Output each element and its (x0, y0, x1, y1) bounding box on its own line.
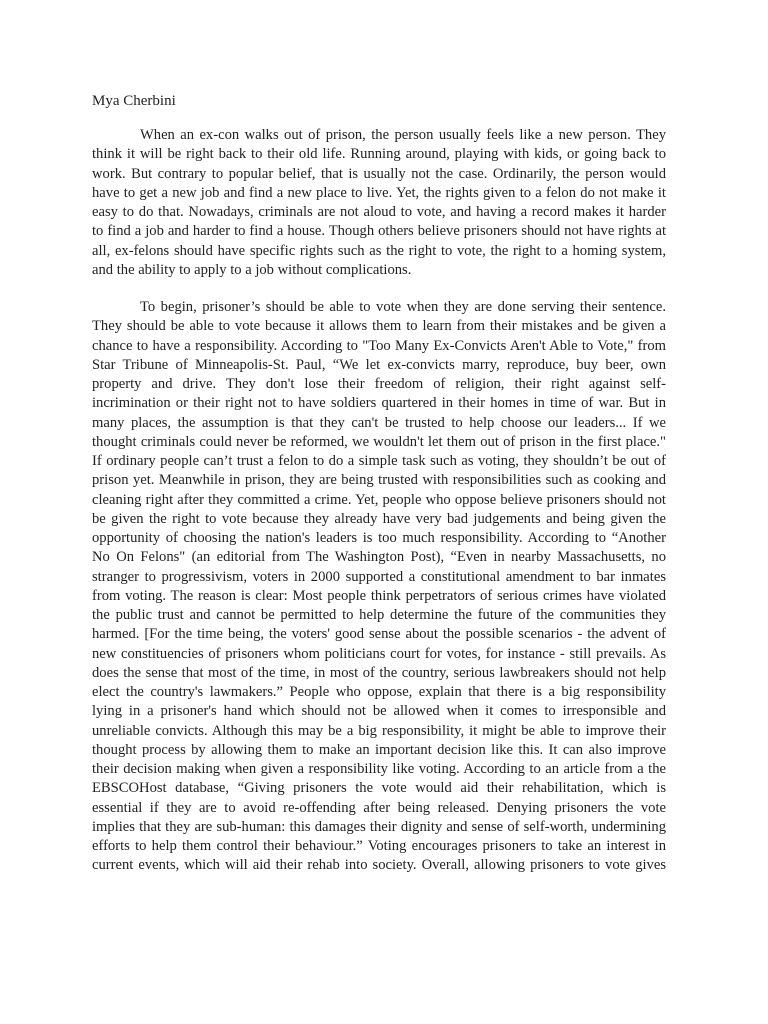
text-line: implies that they are sub-human: this damages their dignity and sense of self-worth, undermining (92, 818, 666, 835)
text-line: They should be able to vote because it allows them to learn from their mistakes and be given a (92, 318, 666, 335)
intro-paragraph (92, 126, 676, 280)
text-line: property and drive. They don't lose their freedom of religion, their right against self- (92, 376, 666, 393)
text-line: To begin, prisoner’s should be able to vote when they are done serving their sentence. (140, 299, 666, 316)
author-name: Mya Cherbini (92, 93, 176, 109)
body-paragraph (92, 298, 676, 876)
text-line: No On Felons" (an editorial from The Washington Post), “Even in nearby Massachusetts, no (92, 549, 666, 566)
text-line: their decision making when given a responsibility like voting. According to an article from a the (92, 761, 666, 778)
text-line: incrimination or their right not to have soldiers quartered in their homes in time of war. But in (92, 395, 666, 412)
text-line: work. But contrary to popular belief, that is usually not the case. Ordinarily, the person would (92, 165, 666, 182)
text-line: chance to have a responsibility. According to "Too Many Ex-Convicts Aren't Able to Vote," from (92, 337, 666, 354)
text-line: EBSCOHost database, “Giving prisoners the vote would aid their rehabilitation, which is (92, 780, 666, 797)
text-line: thought criminals could never be reformed, we wouldn't let them out of prison in the first place." (92, 433, 666, 450)
text-line: have to get a new job and find a new place to live. Yet, the rights given to a felon do not make it (92, 184, 666, 201)
text-line: think it will be right back to their old life. Running around, playing with kids, or going back to (92, 146, 666, 163)
text-line: current events, which will aid their rehab into society. Overall, allowing prisoners to vote gives (92, 857, 666, 874)
text-line: stranger to progressivism, voters in 2000 supported a constitutional amendment to bar inmates (92, 568, 666, 585)
text-line: opportunity of choosing the nation's leaders is too much responsibility. According to “Another (92, 530, 666, 547)
text-line: from voting. The reason is clear: Most people think perpetrators of serious crimes have violated (92, 587, 666, 604)
text-line: does the sense that most of the time, in most of the country, serious lawbreakers should not help (92, 664, 666, 681)
text-line: essential if they are to avoid re-offending after being released. Denying prisoners the vote (92, 799, 666, 816)
text-line: lying in a prisoner's hand which should not be allowed when it comes to irresponsible and (92, 703, 666, 720)
text-line: be given the right to vote because they already have very bad judgements and being given the (92, 510, 666, 527)
text-line: prison yet. Meanwhile in prison, they are being trusted with responsibilities such as cooking and (92, 472, 666, 489)
text-line: elect the country's lawmakers.” People who oppose, explain that there is a big responsibility (92, 684, 666, 701)
text-line: Star Tribune of Minneapolis-St. Paul, “We let ex-convicts marry, reproduce, buy beer, own (92, 356, 666, 373)
text-line: to find a job and harder to find a house. Though others believe prisoners should not have rights at (92, 223, 666, 240)
text-line: easy to do that. Nowadays, criminals are not aloud to vote, and having a record makes it harder (92, 204, 666, 221)
text-line: new constituencies of prisoners whom politicians court for votes, for instance - still prevails. As (92, 645, 666, 662)
text-line: many places, the assumption is that they can't be trusted to help choose our leaders... If we (92, 414, 666, 431)
text-line: If ordinary people can’t trust a felon to do a simple task such as voting, they shouldn’t be out of (92, 453, 666, 470)
text-line: the public trust and cannot be permitted to help determine the future of the communities they (92, 607, 666, 624)
text-line: cleaning right after they committed a crime. Yet, people who oppose believe prisoners should not (92, 491, 666, 508)
text-line: unreliable convicts. Although this may be a big responsibility, it might be able to improve their (92, 722, 666, 739)
text-line: harmed. [For the time being, the voters' good sense about the possible scenarios - the advent of (92, 626, 666, 643)
text-line: all, ex-felons should have specific rights such as the right to vote, the right to a homing system, (92, 242, 666, 259)
text-line: thought process by allowing them to make an important decision like this. It can also improve (92, 741, 666, 758)
text-line: efforts to help them control their behaviour.” Voting encourages prisoners to take an interest in (92, 838, 666, 855)
text-line: When an ex-con walks out of prison, the person usually feels like a new person. They (140, 127, 666, 144)
text-line: and the ability to apply to a job without complications. (92, 261, 412, 278)
